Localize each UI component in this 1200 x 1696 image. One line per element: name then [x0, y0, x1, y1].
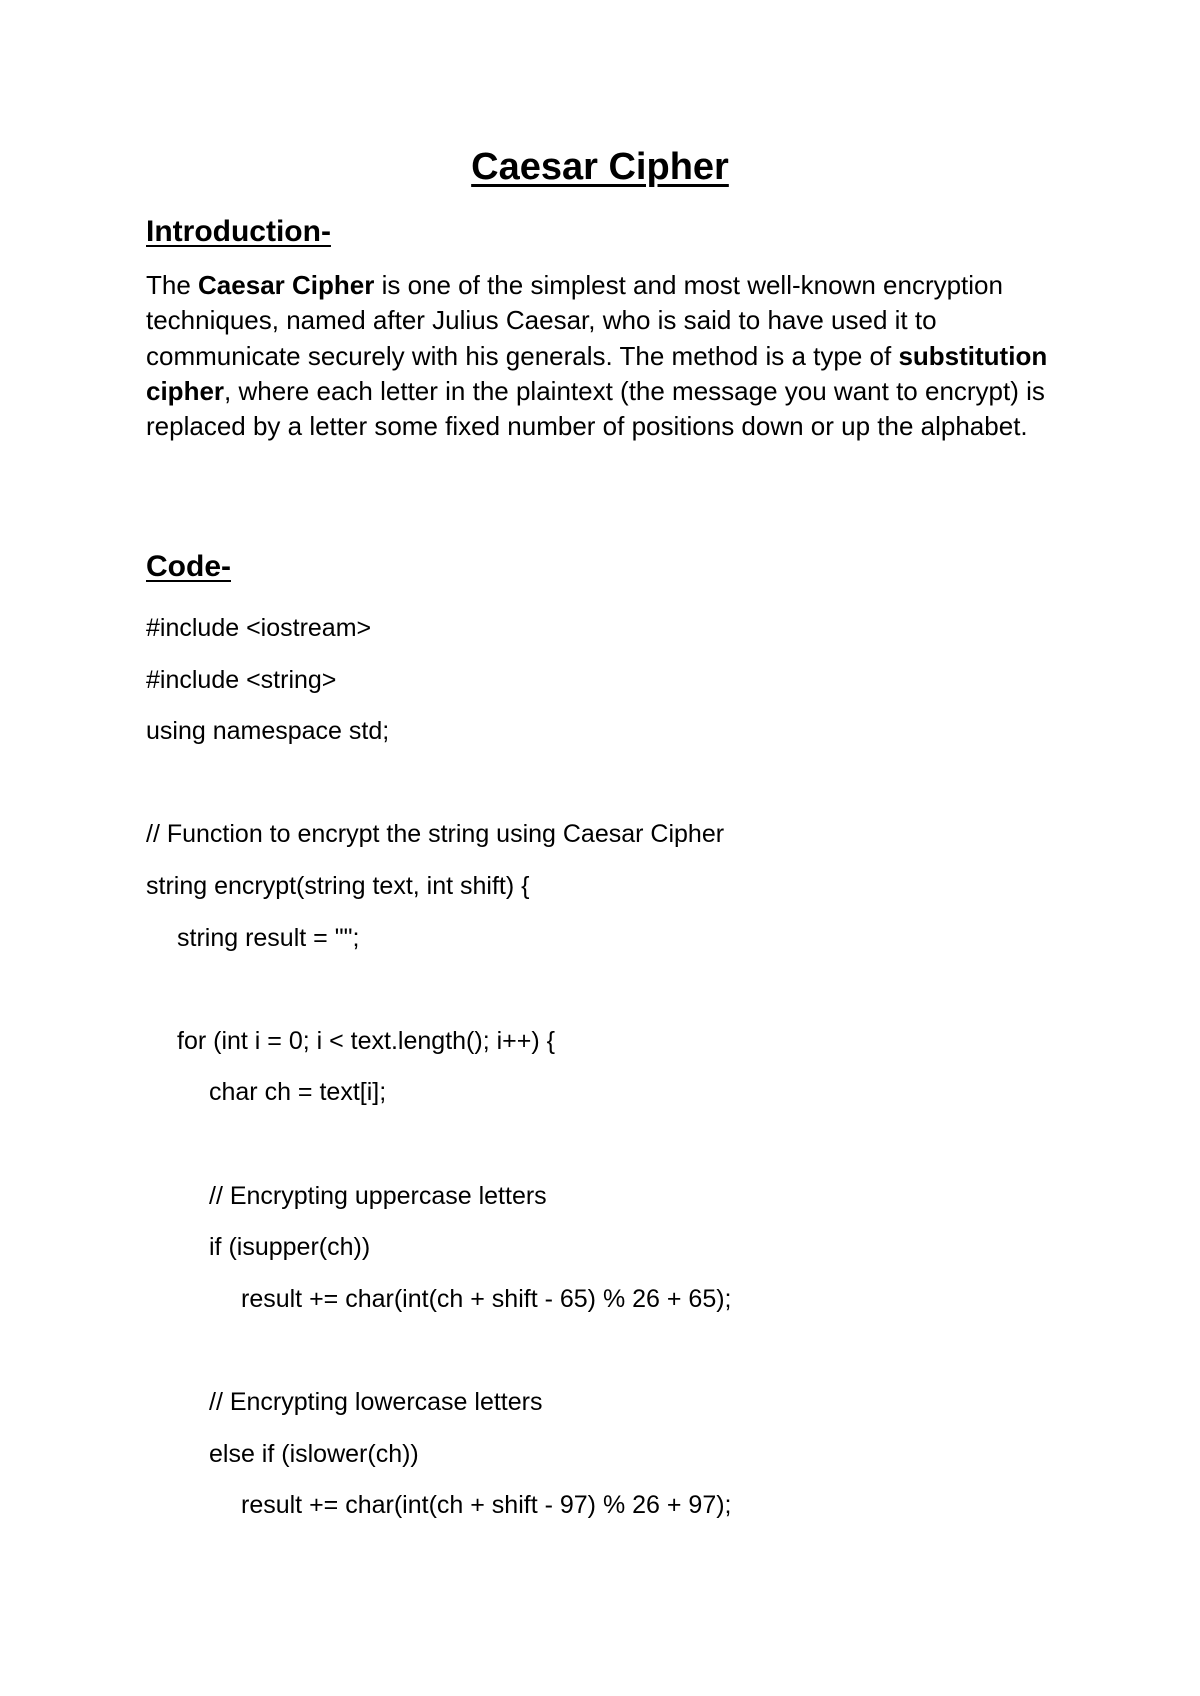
code-line: result += char(int(ch + shift - 97) % 26 + 97);: [241, 1491, 732, 1520]
intro-bold-caesar-cipher: Caesar Cipher: [198, 270, 375, 300]
code-heading: Code-: [146, 550, 231, 583]
code-line: result += char(int(ch + shift - 65) % 26 + 65);: [241, 1284, 732, 1313]
introduction-heading: Introduction-: [146, 215, 331, 248]
code-line: string encrypt(string text, int shift) {: [146, 871, 530, 900]
code-comment-line: // Encrypting lowercase letters: [209, 1387, 543, 1416]
code-blank-line: [146, 964, 1106, 1016]
intro-text-3: , where each letter in the plaintext (the message you want to encrypt) is replaced by a letter some fixed number of positions down or up the alphabet.: [146, 375, 1045, 442]
intro-bold-substitution-cipher: substitution cipher: [146, 340, 1048, 406]
code-blank-line: [146, 1325, 1106, 1377]
code-blank-line: [146, 1119, 1106, 1171]
introduction-paragraph: [146, 268, 1076, 444]
code-line: else if (islower(ch)): [209, 1439, 419, 1468]
document-title: [0, 144, 1200, 190]
code-line: #include <string>: [146, 665, 337, 694]
code-line: for (int i = 0; i < text.length(); i++) {: [177, 1026, 555, 1055]
intro-text-2: is one of the simplest and most well-known encryption techniques, named after Julius Caesar, who is said to have used it to communicate securely with his generals. The method is a type of: [146, 270, 1003, 371]
code-blank-line: [146, 758, 1106, 810]
code-line: string result = "";: [177, 923, 360, 952]
code-comment-line: // Encrypting uppercase letters: [209, 1181, 547, 1210]
code-block: [146, 603, 1106, 1532]
code-line: if (isupper(ch)): [209, 1233, 371, 1262]
code-line: char ch = text[i];: [209, 1078, 387, 1107]
intro-text-1: The: [146, 270, 199, 300]
code-line: using namespace std;: [146, 717, 390, 746]
code-comment-line: // Function to encrypt the string using Caesar Cipher: [146, 820, 725, 849]
code-line: #include <iostream>: [146, 614, 372, 642]
document-title-text: Caesar Cipher: [471, 146, 729, 188]
